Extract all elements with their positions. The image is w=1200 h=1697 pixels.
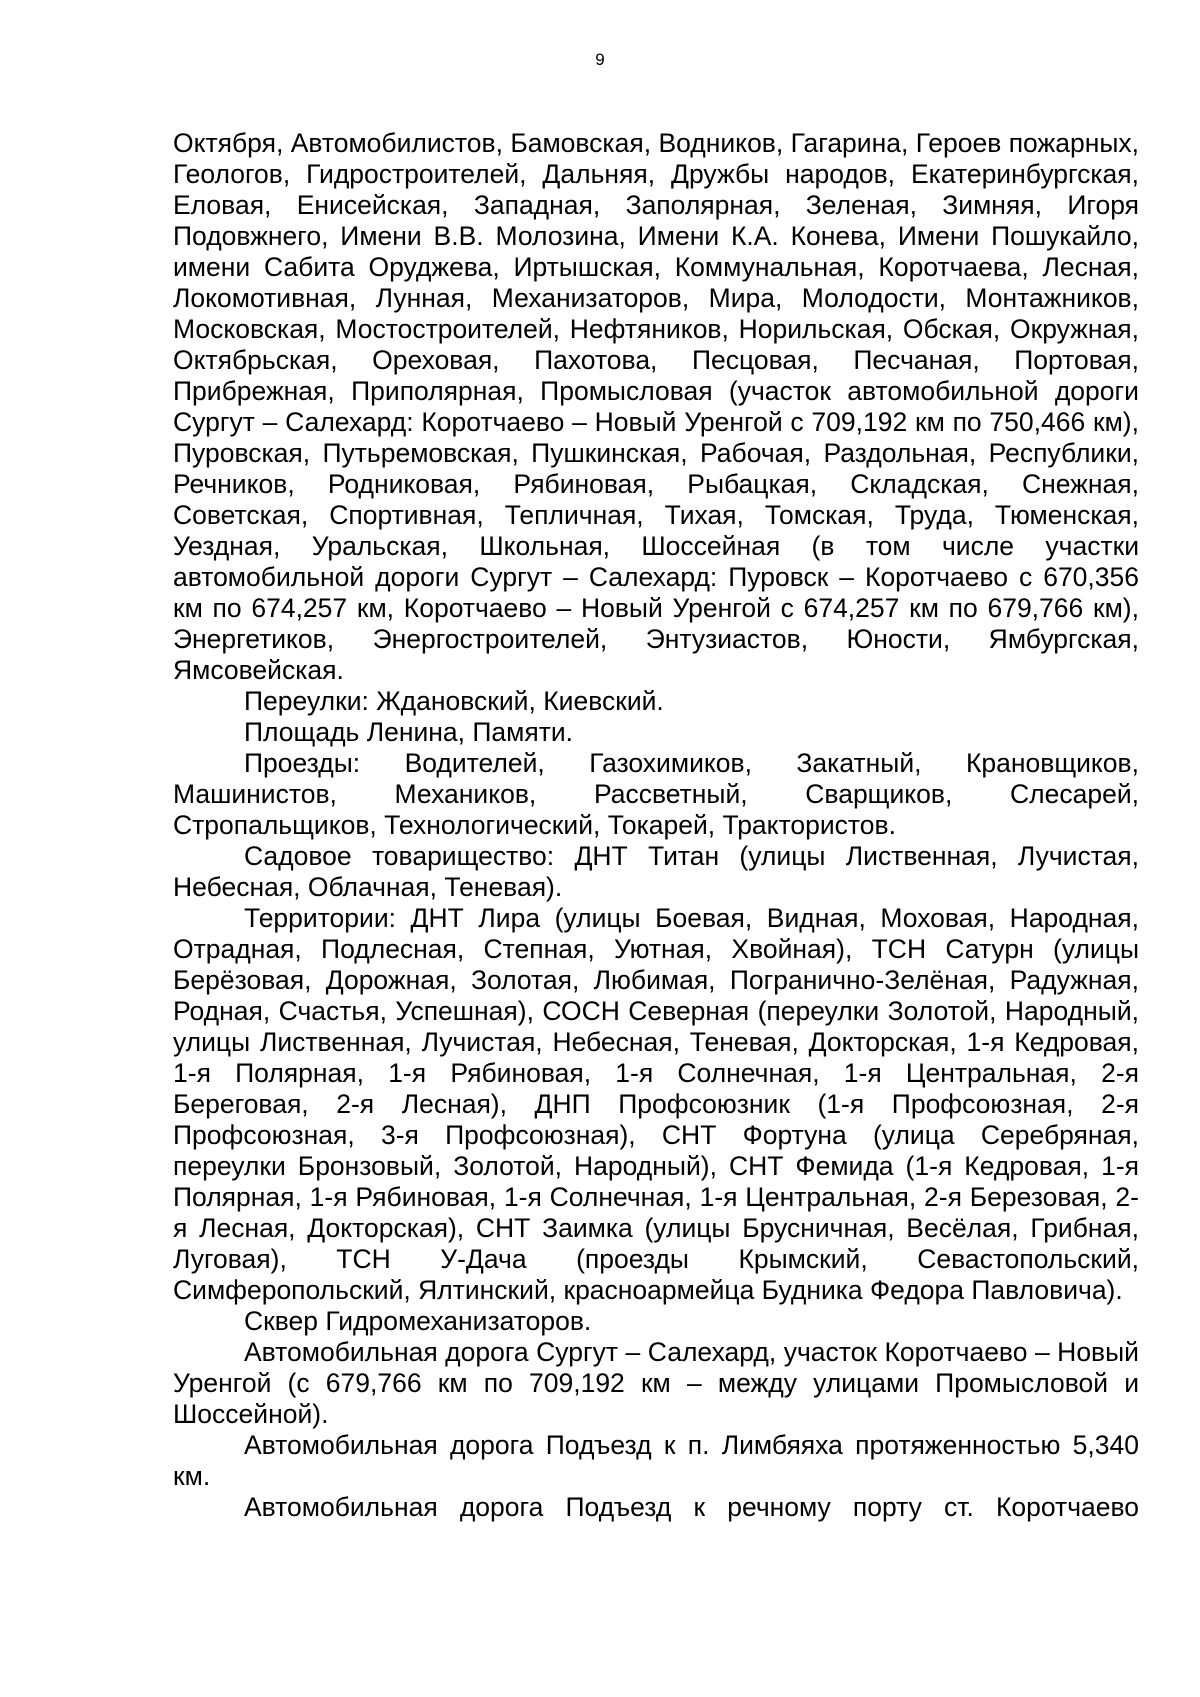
paragraph-lanes: Переулки: Ждановский, Киевский.	[244, 686, 664, 716]
paragraph-squares: Площадь Ленина, Памяти.	[244, 717, 574, 747]
document-body	[173, 128, 1139, 1523]
paragraph-passages: Проезды: Водителей, Газохимиков, Закатный, Крановщиков, Машинистов, Механиков, Рассветный, Сварщиков, Слесарей, Стропальщиков, Технологический, Токарей, Трактористов.	[173, 748, 1139, 840]
paragraph-limbyayakha-road: Автомобильная дорога Подъезд к п. Лимбяяха протяженностью 5,340 км.	[173, 1430, 1139, 1491]
paragraph-public-garden: Сквер Гидромеханизаторов.	[244, 1306, 592, 1336]
paragraph-streets: Октября, Автомобилистов, Бамовская, Водников, Гагарина, Героев пожарных, Геологов, Гидростроителей, Дальняя, Дружбы народов, Екатеринбургская, Еловая, Енисейская, Западная, Заполярная, Зеленая, Зимняя, Игоря Подовжнего, Имени В.В. Молозина, Имени К.А. Конева, Имени Пошукайло, имени Сабита Оруджева, Иртышская, Коммунальная, Коротчаева, Лесная, Локомотивная, Лунная, Механизаторов, Мира, Молодости, Монтажников, Московская, Мостостроителей, Нефтяников, Норильская, Обская, Окружная, Октябрьская, Ореховая, Пахотова, Песцовая, Песчаная, Портовая, Прибрежная, Приполярная, Промысловая (участок автомобильной дороги Сургут – Салехард: Коротчаево – Новый Уренгой с 709,192 км по 750,466 км), Пуровская, Путьремовская, Пушкинская, Рабочая, Раздольная, Республики, Речников, Родниковая, Рябиновая, Рыбацкая, Складская, Снежная, Советская, Спортивная, Тепличная, Тихая, Томская, Труда, Тюменская, Уездная, Уральская, Школьная, Шоссейная (в том числе участки автомобильной дороги Сургут – Салехард: Пуровск – Коротчаево с 670,356 км по 674,257 км, Коротчаево – Новый Уренгой с 674,257 км по 679,766 км), Энергетиков, Энергостроителей, Энтузиастов, Юности, Ямбургская, Ямсовейская.	[173, 128, 1139, 685]
paragraph-territories: Территории: ДНТ Лира (улицы Боевая, Видная, Моховая, Народная, Отрадная, Подлесная, Степная, Уютная, Хвойная), ТСН Сатурн (улицы Берёзовая, Дорожная, Золотая, Любимая, Погранично-Зелёная, Радужная, Родная, Счастья, Успешная), СОСН Северная (переулки Золотой, Народный, улицы Лиственная, Лучистая, Небесная, Теневая, Докторская, 1-я Кедровая, 1-я Полярная, 1-я Рябиновая, 1-я Солнечная, 1-я Центральная, 2-я Береговая, 2-я Лесная), ДНП Профсоюзник (1-я Профсоюзная, 2-я Профсоюзная, 3-я Профсоюзная), СНТ Фортуна (улица Серебряная, переулки Бронзовый, Золотой, Народный), СНТ Фемида (1-я Кедровая, 1-я Полярная, 1-я Рябиновая, 1-я Солнечная, 1-я Центральная, 2-я Березовая, 2-я Лесная, Докторская), СНТ Заимка (улицы Брусничная, Весёлая, Грибная, Луговая), ТСН У-Дача (проезды Крымский, Севастопольский, Симферопольский, Ялтинский, красноармейца Будника Федора Павловича).	[173, 903, 1139, 1305]
paragraph-garden-partnership: Садовое товарищество: ДНТ Титан (улицы Лиственная, Лучистая, Небесная, Облачная, Теневая).	[173, 841, 1139, 902]
paragraph-river-port-road: Автомобильная дорога Подъезд к речному порту ст. Коротчаево	[244, 1492, 1139, 1522]
paragraph-highway-section: Автомобильная дорога Сургут – Салехард, участок Коротчаево – Новый Уренгой (с 679,766 км по 709,192 км – между улицами Промысловой и Шоссейной).	[173, 1337, 1139, 1429]
page-number: 9	[595, 50, 605, 69]
